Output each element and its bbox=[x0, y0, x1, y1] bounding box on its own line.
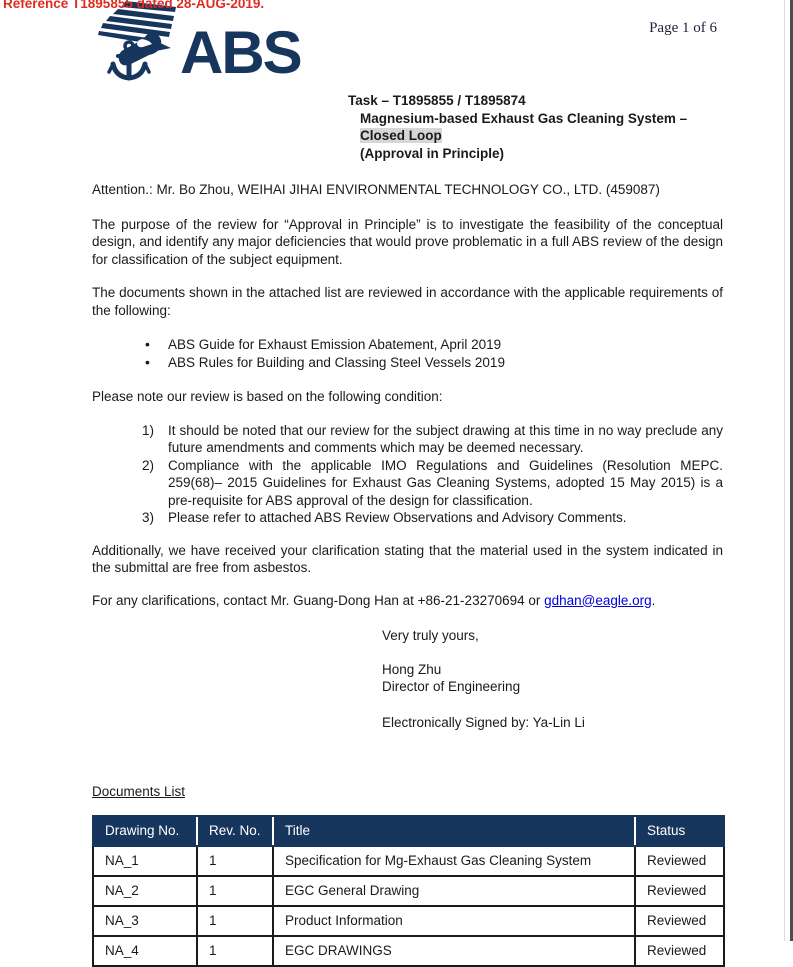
status-cell: Reviewed bbox=[635, 936, 724, 966]
task-type-line: (Approval in Principle) bbox=[360, 145, 505, 161]
rev-no-cell: 1 bbox=[197, 906, 273, 936]
task-title-line: Magnesium-based Exhaust Gas Cleaning System – bbox=[360, 110, 688, 126]
status-cell: Reviewed bbox=[635, 846, 724, 876]
attention-line: Attention.: Mr. Bo Zhou, WEIHAI JIHAI ENVIRONMENTAL TECHNOLOGY CO., LTD. (459087) bbox=[92, 182, 660, 197]
column-header-title: Title bbox=[273, 816, 635, 846]
electronic-signature: Electronically Signed by: Ya-Lin Li bbox=[382, 714, 585, 730]
documents-list-heading: Documents List bbox=[92, 784, 186, 799]
requirements-list bbox=[92, 336, 723, 371]
reference-line: Reference T1895855 dated 28-AUG-2019. bbox=[3, 0, 265, 11]
condition-text: It should be noted that our review for the subject drawing at this time in no way preclude any future amendments and comments which may be deemed necessary. bbox=[168, 422, 723, 455]
title-cell: EGC DRAWINGS bbox=[273, 936, 635, 966]
rev-no-cell: 1 bbox=[197, 936, 273, 966]
table-row bbox=[93, 936, 724, 966]
documents-shown-paragraph: The documents shown in the attached list are reviewed in accordance with the applicable requirements of the following: bbox=[92, 285, 723, 318]
task-subtitle-line bbox=[360, 127, 723, 145]
drawing-no-cell: NA_3 bbox=[93, 906, 197, 936]
column-header-rev-no: Rev. No. bbox=[197, 816, 273, 846]
condition-text: Compliance with the applicable IMO Regulations and Guidelines (Resolution MEPC. 259(68)– 2015 Guidelines for Exhaust Gas Cleaning Systems, adopted 15 May 2015) is a pre-requisite for ABS approval of the design for classification. bbox=[168, 457, 723, 508]
letter-header bbox=[0, 0, 793, 86]
additionally-paragraph: Additionally, we have received your clarification stating that the material used in the system indicated in the submittal are free from asbestos. bbox=[92, 542, 723, 575]
documents-table bbox=[92, 815, 725, 967]
clarifications-paragraph bbox=[92, 592, 723, 610]
drawing-no-cell: NA_2 bbox=[93, 876, 197, 906]
signature-block bbox=[382, 627, 723, 731]
list-item: • ABS Guide for Exhaust Emission Abatement, April 2019 bbox=[168, 336, 723, 354]
list-item: • ABS Rules for Building and Classing Steel Vessels 2019 bbox=[168, 354, 723, 372]
purpose-paragraph: The purpose of the review for “Approval in Principle” is to investigate the feasibility of the conceptual design, and identify any major deficiencies that would prove problematic in a full ABS review of the design for classification of the subject equipment. bbox=[92, 216, 723, 267]
clarifications-text: For any clarifications, contact Mr. Guang-Dong Han at +86-21-23270694 or bbox=[92, 592, 545, 608]
title-cell: EGC General Drawing bbox=[273, 876, 635, 906]
page-edge bbox=[784, 0, 785, 941]
table-row bbox=[93, 906, 724, 936]
abs-eagle-anchor-icon bbox=[92, 1, 178, 85]
list-item bbox=[142, 457, 723, 510]
status-cell: Reviewed bbox=[635, 906, 724, 936]
title-cell: Specification for Mg-Exhaust Gas Cleaning System bbox=[273, 846, 635, 876]
list-item bbox=[142, 422, 723, 457]
column-header-status: Status bbox=[635, 816, 724, 846]
rev-no-cell: 1 bbox=[197, 846, 273, 876]
drawing-no-cell: NA_4 bbox=[93, 936, 197, 966]
condition-text: Please refer to attached ABS Review Observations and Advisory Comments. bbox=[168, 510, 627, 525]
drawing-no-cell: NA_1 bbox=[93, 846, 197, 876]
title-cell: Product Information bbox=[273, 906, 635, 936]
condition-intro: Please note our review is based on the following condition: bbox=[92, 389, 443, 404]
abs-logo-text: ABS bbox=[180, 19, 301, 86]
list-number: 1) bbox=[142, 422, 155, 438]
email-link[interactable]: gdhan@eagle.org bbox=[544, 592, 652, 608]
list-number: 2) bbox=[142, 457, 155, 473]
abs-logo bbox=[92, 1, 301, 85]
closing-line: Very truly yours, bbox=[382, 628, 479, 643]
page-number: Page 1 of 6 bbox=[649, 20, 717, 36]
rev-no-cell: 1 bbox=[197, 876, 273, 906]
signer-name: Hong Zhu bbox=[382, 661, 442, 677]
table-row bbox=[93, 846, 724, 876]
status-cell: Reviewed bbox=[635, 876, 724, 906]
conditions-list bbox=[92, 422, 723, 527]
list-number: 3) bbox=[142, 510, 155, 525]
table-row bbox=[93, 876, 724, 906]
list-item bbox=[142, 509, 723, 527]
signer-title: Director of Engineering bbox=[382, 679, 521, 694]
task-heading bbox=[348, 92, 723, 162]
table-header-row bbox=[93, 816, 724, 846]
highlighted-text: Closed Loop bbox=[360, 128, 442, 143]
letter-body bbox=[92, 92, 723, 967]
column-header-drawing-no: Drawing No. bbox=[93, 816, 197, 846]
clarifications-period: . bbox=[651, 592, 656, 608]
task-number-line: Task – T1895855 / T1895874 bbox=[348, 93, 526, 108]
